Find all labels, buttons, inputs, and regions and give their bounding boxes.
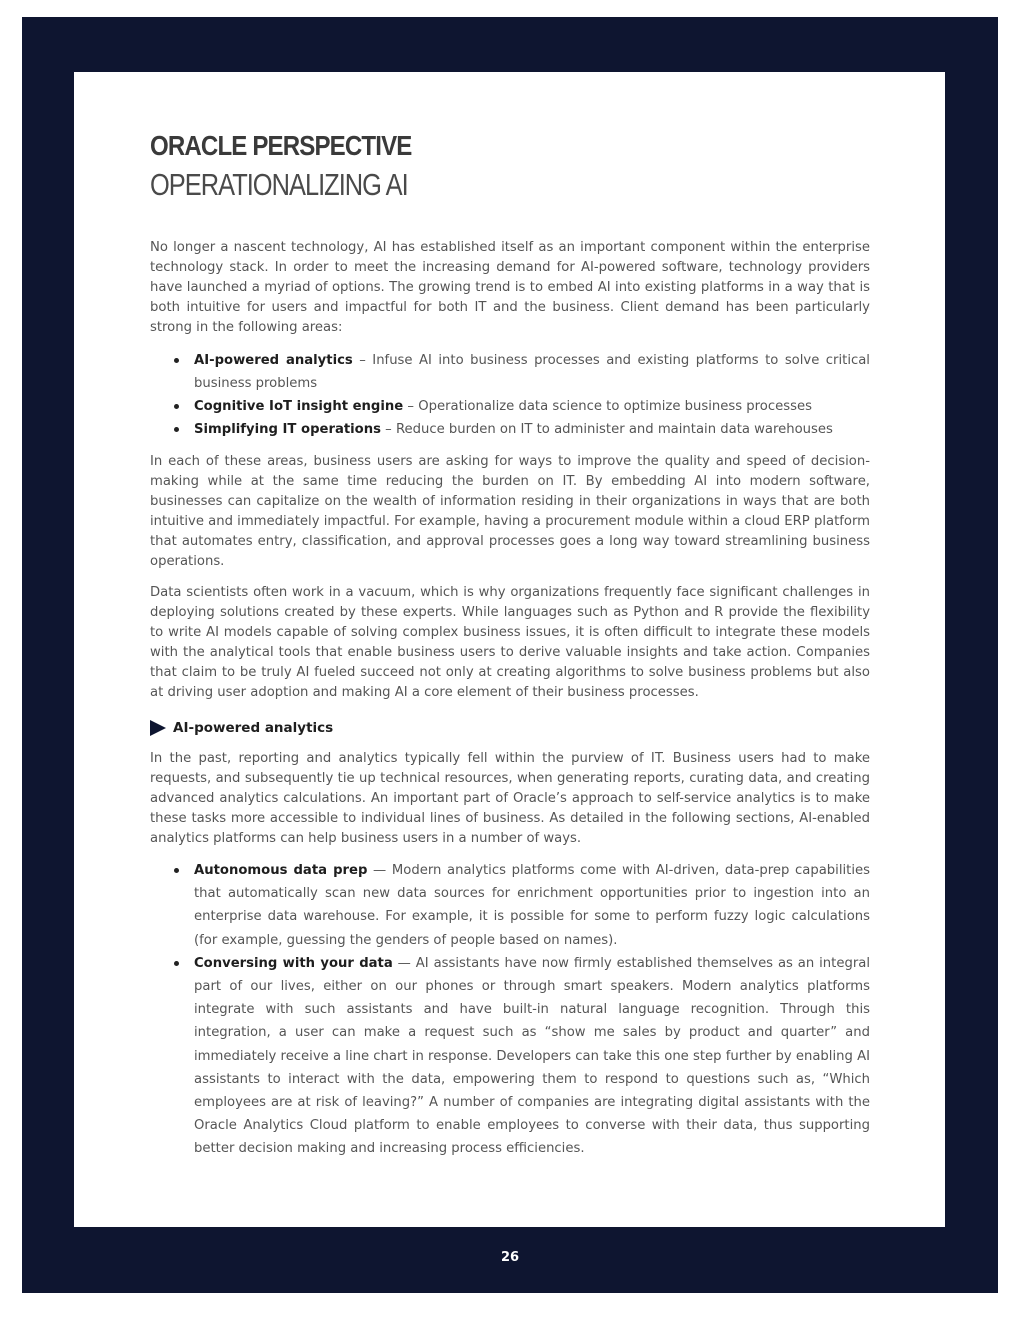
page-title: OPERATIONALIZING AI [150,167,408,202]
page-border [22,17,998,1293]
intro-paragraph: No longer a nascent technology, AI has established itself as an important component within the enterprise technology stack. In order to meet the increasing demand for AI-powered software, technology providers have launched a myriad of options. The growing trend is to embed AI into existing platforms in a way that is both intuitive for users and impactful for both IT and the business. Client demand has been particularly strong in the following areas: [150,240,870,335]
list-item-term: Autonomous data prep [194,863,368,878]
list-item-term: Conversing with your data [194,955,393,971]
page-sheet [74,72,945,1227]
list-item-term: Simplifying IT operations [194,422,381,437]
capabilities-list [150,859,870,1161]
page-number: 26 [500,1250,520,1265]
list-item-desc: — AI assistants have now firmly established themselves as an integral part of our lives, either on our phones or through smart speakers. Modern analytics platforms integrate with such assistants and have built-in natural language recognition. Through this integration, a user can make a request such as “show me sales by product and quarter” and immediately receive a line chart in response. Developers can take this one step further by enabling AI assistants to interact with the data, empowering them to respond to questions such as, “Which employees are at risk of leaving?” A number of companies are integrating digital assistants with the Oracle Analytics Cloud platform to enable employees to converse with their data, thus supporting better decision making and increasing process efficiencies. [194,955,870,1157]
subheading-text: AI-powered analytics [173,720,334,736]
page-content [150,128,870,1161]
play-arrow-icon [150,720,166,736]
body-paragraph: In each of these areas, business users are asking for ways to improve the quality and speed of decision-making while at the same time reducing the burden on IT. By embedding AI into modern software, businesses can capitalize on the wealth of information residing in their organizations in ways that are both intuitive and immediately impactful. For example, having a procurement module within a cloud ERP platform that automates entry, classification, and approval processes goes a long way toward streamlining business operations. [150,454,870,569]
bullet-icon [174,868,179,873]
section-eyebrow: ORACLE PERSPECTIVE [150,130,412,161]
bullet-icon [174,404,179,409]
list-item-desc: – Infuse AI into business processes and existing platforms to solve critical business problems [194,353,870,391]
list-item [150,859,870,952]
list-item [150,395,870,418]
areas-list [150,349,870,441]
list-item-desc: – Operationalize data science to optimize business processes [403,399,812,414]
bullet-icon [174,427,179,432]
list-item [150,418,870,441]
bullet-icon [174,961,179,966]
subheading [150,717,870,739]
list-item-desc: – Reduce burden on IT to administer and maintain data warehouses [380,422,833,437]
list-item-term: Cognitive IoT insight engine [194,399,404,414]
list-item-desc: — Modern analytics platforms come with AI-driven, data-prep capabilities that automatically scan new data sources for enrichment opportunities prior to ingestion into an enterprise data warehouse. For example, it is possible for some to perform fuzzy logic calculations (for example, guessing the genders of people based on names). [194,863,870,948]
list-item [150,952,870,1161]
bullet-icon [174,358,179,363]
body-paragraph: Data scientists often work in a vacuum, which is why organizations frequently face significant challenges in deploying solutions created by these experts. While languages such as Python and R provide the flexibility to write AI models capable of solving complex business issues, it is often difficult to integrate these models with the analytical tools that enable business users to derive valuable insights and take action. Companies that claim to be truly AI fueled succeed not only at creating algorithms to solve business problems but also at driving user adoption and making AI a core element of their business processes. [150,585,870,700]
list-item [150,349,870,395]
list-item-term: AI-powered analytics [194,353,353,368]
body-paragraph: In the past, reporting and analytics typically fell within the purview of IT. Business users had to make requests, and subsequently tie up technical resources, when generating reports, curating data, and creating advanced analytics calculations. An important part of Oracle’s approach to self-service analytics is to make these tasks more accessible to individual lines of business. As detailed in the following sections, AI-enabled analytics platforms can help business users in a number of ways. [150,751,870,846]
